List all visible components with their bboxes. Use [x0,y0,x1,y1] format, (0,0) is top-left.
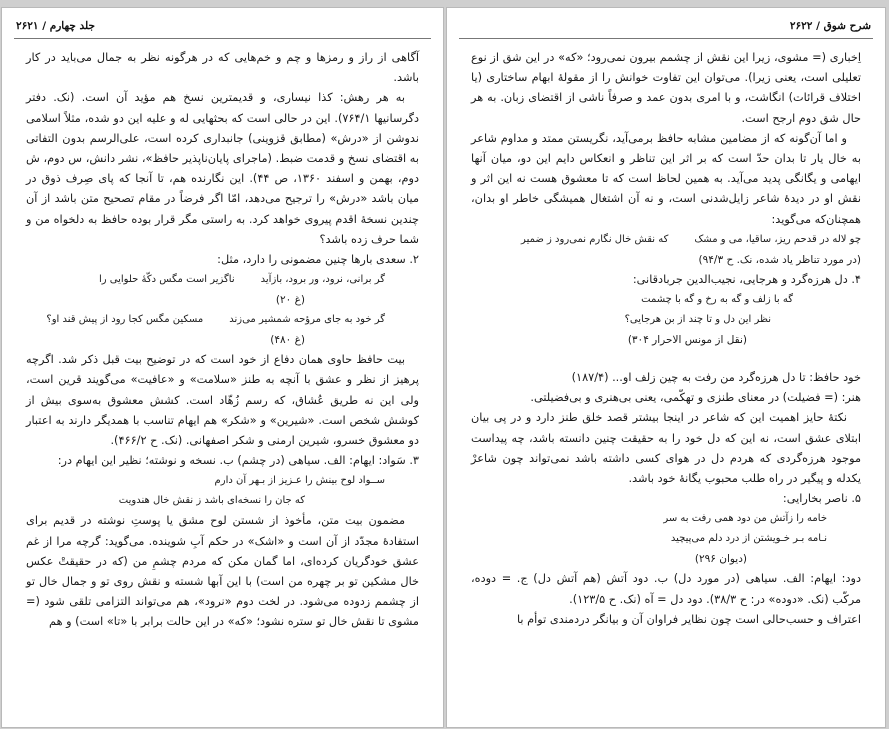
paragraph: اِخباری (= مشوی، زیرا این نقش از چشمم بیرون نمی‌رود؛ «که» در این شق از نوع تعلیلی است، یعنی زیرا). می‌توان این تفاوت خوانش را از مقولهٔ ابهام ساختاری (یا اختلاف قرائات) انگاشت، و با امری بدون عمد و صرفاً ناشی از اقتضای زبان. به هر حال شق دوم ارجح است. [471,51,861,125]
right-page-body [471,48,861,630]
hemistich: نـامه بـر خـویشتن از درد دلم می‌پیچید [670,533,827,545]
verse-block [471,230,861,270]
verse-line [471,310,827,330]
hemistich: که نقش خال نگارم نمی‌رود ز ضمیر [521,233,669,245]
verse-block [471,290,861,350]
verse-reference [471,549,827,569]
spacer [471,350,861,368]
paragraph: خود حافظ: تا دل هرزه‌گرد من رفت به چین زلف او... (۱۸۷/۴) [571,371,861,385]
left-page-body [26,48,419,633]
reference-text: (نقل از مونس الاحرار ۳۰۴) [627,334,747,347]
paragraph: ۴. دل هرزه‌گرد و هرجایی، نجیب‌الدین جربادقانی: [632,272,861,286]
hemistich: ســواد لوح بینش را عـزیز از بـهر آن دارم [214,475,385,487]
paragraph: مضمون بیت متن، مأخوذ از شستن لوح مشق یا پوستِ نوشته در قدیم برای استفادهٔ مجدّد از آن است و «اشک» در حکم آبِ شوینده. می‌گوید: گرچه مرا از غم عشق خودگریان کرده‌ای، اما گمان مکن که مردم چشمِ من (که در حقیقتْ عکس خال مشکین تو بر چهره من است) با این آبها شسته و نقش روی تو و جمال خال تو از چشمم زدوده می‌شود. در لخت دوم «نرود»، هم می‌تواند التزامی تلقی شود (= مشوی تا نقش خال تو ستره نشود؛ «که» در این حالت برابر با «تا» است) و هم [26,514,419,629]
hemistich: گه با زلف و گه به رخ و گه با چشمت [641,294,793,306]
paragraph: بیت حافظ حاوی همان دفاع از خود است که در توضیح بیت قبل ذکر شد. اگرچه پرهیز از نظر و عشق با آنچه به طنز «سلامت» و «عافیت» می‌گویند قرین است، ولی این نه طریق عُشاق، که رسم زُهّاد است. کشش معشوق به‌سوی بیش از کوشش شخص است. «شیرین» و «شکر» هم ایهام تناسب با همدیگر دارند به اعتبار دو معشوق خسرو، شیرین ارمنی و شکر اصفهانی. (نک. ح ۴۶۶/۲). [26,353,419,448]
verse-reference [471,330,827,350]
paragraph: و اما آن‌گونه که از مضامین مشابه حافظ برمی‌آید، نگریستن ممتد و مداوم شاعر به خال یار تا بدان حدّ است که بر اثر این تناظر و انعکاس دایم این دو، میان آنها ایهامی و یگانگی پدید می‌آید. به همین لحاظ است که تا معشوق هست نه این اثر و نقش او در دیدهٔ شاعر زایل‌شدنی است، و نه آن اشتغال همیشگی خاطر او بدان، همچنان‌که می‌گوید: [471,131,861,226]
paragraph: نکتهٔ حایز اهمیت این که شاعر در اینجا بیشتر قصد خلق طنز دارد و در پی بیان ابتلای عشق است، نه این که دل خود را به حقیقت چنین دانسته باشد، چه پیداست موجود هرزه‌گردی که هردم دل در هوای کسی داشته باشد نمی‌تواند چون شاعرْ یکدله و پیگیر در راه طلب محبوب یگانهٔ خود باشد. [471,411,861,486]
hemistich: که جان را نسخه‌ای باشد ز نقش خال هندویت [118,495,305,507]
verse-line [26,270,385,290]
verse-line [26,310,385,330]
verse-line [471,529,827,549]
reference-text: (غ ۴۸۰) [270,334,305,347]
reference-text: (در مورد تناظر یاد شده، نک. ح ۹۴/۳) [698,253,861,266]
right-page-header [447,18,885,36]
verse-block [26,270,419,350]
paragraph: اعتراف و حسب‌حالی است چون نظایر فراوان آن و بیانگر دردمندی توأم با [516,612,861,626]
verse-line [26,471,385,491]
hemistich: گر خود به جای مرؤحه شمشیر می‌زند [229,314,385,326]
hemistich: چو لاله در قدحم ریز، ساقیا، می و مشک [694,233,861,245]
reference-text: (غ ۲۰) [275,294,305,307]
right-page [447,8,885,727]
hemistich: گر برانی، نرود، ور برود، بازآید [260,274,385,286]
verse-block [26,471,419,511]
paragraph: به هر رهش: کذا نیساری، و قدیمترین نسخ هم مؤید آن است. (نک. دفتر دگرسانیها ۷۶۴/۱). این در حالی است که بحثهایی له و علیه این دو شده، مثلاً اسلامی ندوشن از «درش» (مطابق قزوینی) جانبداری کرده است، علی‌الرسم بدون التفاتی به اقتضای نسخ و قدمت ضبط. (ماجرای پایان‌ناپذیر حافظ»، نشر دانش، س دوم، ش دوم، بهمن و اسفند ۱۳۶۰، ص ۴۴). این نگارنده هم، تا آنجا که پای صِرف ذوق در میان باشد «درش» را ترجیح می‌دهد، امّا اگر فرضاً در مقام تصحیح متن باشد از آن چندین نسخهٔ اقدم پیروی خواهد کرد. به راستی مگر قرار بوده حافظ به دلخواه من و شما حرف زده باشد؟ [26,91,419,246]
verse-block [471,509,861,569]
verse-reference [26,330,385,350]
hemistich: مسکین مگس کجا رود از پیش قند او؟ [46,314,204,326]
left-running-head: جلد چهارم / ۲۶۲۱ [16,20,95,32]
verse-line [471,509,827,529]
paragraph: آگاهی از راز و رمزها و چم و خم‌هایی که در هرگونه نظر به جمال می‌باید در کار باشد. [26,51,419,85]
right-running-head: ۲۶۲۲ / شرح شوق [789,20,871,32]
hemistich: خامه را زآتش من دود همی رفت به سر [663,513,827,525]
verse-line [26,491,385,511]
paragraph: ۳. سَواد: ایهام: الف. سیاهی (در چشم) ب. نسخه و نوشته؛ نظیر این ایهام در: [57,454,419,468]
left-page-header [2,18,443,36]
paragraph: هنر: (= فضیلت) در معنای طنزی و تهکّمی، یعنی بی‌هنری و بی‌فضیلتی. [530,391,861,405]
header-rule [14,38,431,39]
left-page [2,8,443,727]
verse-line [471,230,861,250]
hemistich: نظر این دل و تا چند از بن هرجایی؟ [624,314,771,326]
paragraph: ۵. ناصر بخارایی: [782,492,861,506]
verse-reference [26,290,385,310]
paragraph: دود: ایهام: الف. سیاهی (در مورد دل) ب. دود آتش (هم آتش دل) ج. = دوده، مرکّب (نک. «دوده» در: ح ۳۸/۳). دود دل = آه (نک. ح ۱۲۳/۵). [471,572,861,606]
header-rule [459,38,873,39]
hemistich: ناگزیر است مگس دکّهٔ حلوایی را [98,274,235,286]
verse-reference [471,250,861,270]
paragraph: ۲. سعدی بارها چنین مضمونی را دارد، مثل: [217,253,419,267]
verse-line [471,290,827,310]
reference-text: (دیوان ۲۹۶) [694,553,747,566]
